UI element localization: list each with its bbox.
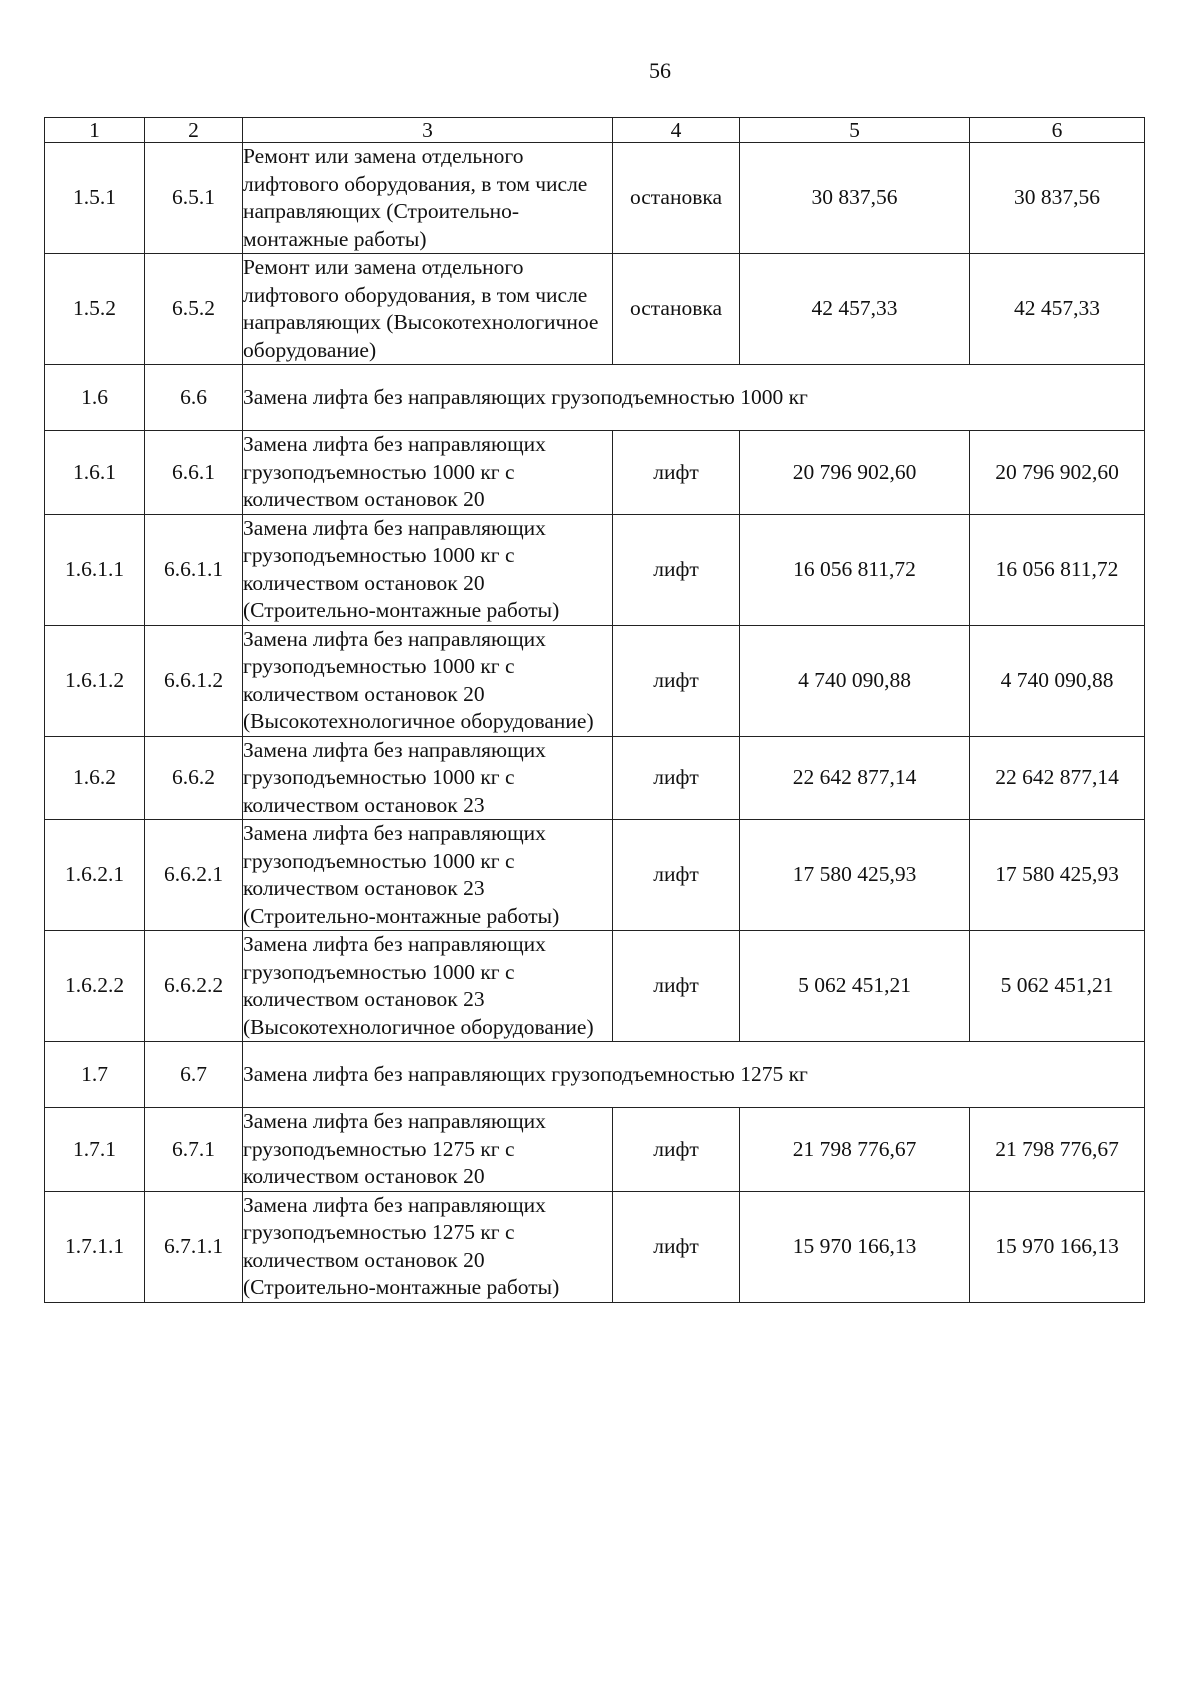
item-description: Ремонт или замена отдельного лифтового оборудования, в том числе направляющих (Строительно-монтажные работы): [243, 143, 613, 254]
ref-code: 6.7.1.1: [145, 1191, 243, 1302]
value-cell: 17 580 425,93: [970, 820, 1145, 931]
unit-cell: лифт: [613, 736, 740, 820]
item-description: Замена лифта без направляющих грузоподъемностью 1000 кг с количеством остановок 20 (Высокотехнологичное оборудование): [243, 625, 613, 736]
value-cell: 15 970 166,13: [740, 1191, 970, 1302]
table-row: [45, 736, 1145, 820]
value-cell: 42 457,33: [970, 254, 1145, 365]
item-code: 1.5.2: [45, 254, 145, 365]
item-description: Замена лифта без направляющих грузоподъемностью 1275 кг с количеством остановок 20: [243, 1108, 613, 1192]
value-cell: 17 580 425,93: [740, 820, 970, 931]
header-cell: 5: [740, 118, 970, 143]
table-row: [45, 514, 1145, 625]
item-code: 1.5.1: [45, 143, 145, 254]
value-cell: 16 056 811,72: [740, 514, 970, 625]
item-description: Замена лифта без направляющих грузоподъемностью 1275 кг с количеством остановок 20 (Строительно-монтажные работы): [243, 1191, 613, 1302]
unit-cell: лифт: [613, 1108, 740, 1192]
value-cell: 15 970 166,13: [970, 1191, 1145, 1302]
value-cell: 5 062 451,21: [740, 931, 970, 1042]
page-number: 56: [649, 58, 671, 83]
value-cell: 20 796 902,60: [740, 431, 970, 515]
item-description: Замена лифта без направляющих грузоподъемностью 1000 кг с количеством остановок 20 (Строительно-монтажные работы): [243, 514, 613, 625]
unit-cell: лифт: [613, 625, 740, 736]
unit-cell: лифт: [613, 1191, 740, 1302]
ref-code: 6.6.2.1: [145, 820, 243, 931]
value-cell: 22 642 877,14: [970, 736, 1145, 820]
section-row: [45, 1042, 1145, 1108]
value-cell: 5 062 451,21: [970, 931, 1145, 1042]
table-row: [45, 1191, 1145, 1302]
unit-cell: лифт: [613, 514, 740, 625]
value-cell: 22 642 877,14: [740, 736, 970, 820]
value-cell: 21 798 776,67: [970, 1108, 1145, 1192]
item-code: 1.7.1: [45, 1108, 145, 1192]
unit-cell: лифт: [613, 431, 740, 515]
section-code: 1.7: [45, 1042, 145, 1108]
section-row: [45, 365, 1145, 431]
item-description: Замена лифта без направляющих грузоподъемностью 1000 кг с количеством остановок 20: [243, 431, 613, 515]
table-row: [45, 143, 1145, 254]
unit-cell: лифт: [613, 931, 740, 1042]
ref-code: 6.6.2.2: [145, 931, 243, 1042]
unit-cell: остановка: [613, 254, 740, 365]
ref-code: 6.6.1: [145, 431, 243, 515]
header-cell: 2: [145, 118, 243, 143]
ref-code: 6.6.1.2: [145, 625, 243, 736]
section-code: 1.6: [45, 365, 145, 431]
header-cell: 1: [45, 118, 145, 143]
value-cell: 21 798 776,67: [740, 1108, 970, 1192]
table-row: [45, 431, 1145, 515]
item-code: 1.7.1.1: [45, 1191, 145, 1302]
value-cell: 30 837,56: [740, 143, 970, 254]
value-cell: 30 837,56: [970, 143, 1145, 254]
ref-code: 6.6.1.1: [145, 514, 243, 625]
item-description: Ремонт или замена отдельного лифтового оборудования, в том числе направляющих (Высокотехнологичное оборудование): [243, 254, 613, 365]
item-code: 1.6.1.2: [45, 625, 145, 736]
item-code: 1.6.2: [45, 736, 145, 820]
value-cell: 4 740 090,88: [970, 625, 1145, 736]
table-row: [45, 1108, 1145, 1192]
table-row: [45, 820, 1145, 931]
section-title: Замена лифта без направляющих грузоподъемностью 1000 кг: [243, 365, 1145, 431]
section-ref-code: 6.6: [145, 365, 243, 431]
ref-code: 6.6.2: [145, 736, 243, 820]
item-description: Замена лифта без направляющих грузоподъемностью 1000 кг с количеством остановок 23 (Строительно-монтажные работы): [243, 820, 613, 931]
value-cell: 42 457,33: [740, 254, 970, 365]
header-cell: 6: [970, 118, 1145, 143]
item-description: Замена лифта без направляющих грузоподъемностью 1000 кг с количеством остановок 23 (Высокотехнологичное оборудование): [243, 931, 613, 1042]
ref-code: 6.5.1: [145, 143, 243, 254]
item-description: Замена лифта без направляющих грузоподъемностью 1000 кг с количеством остановок 23: [243, 736, 613, 820]
section-ref-code: 6.7: [145, 1042, 243, 1108]
ref-code: 6.7.1: [145, 1108, 243, 1192]
table-row: [45, 625, 1145, 736]
pricing-table: [44, 117, 1145, 1303]
table-row: [45, 931, 1145, 1042]
table-row: [45, 254, 1145, 365]
header-cell: 4: [613, 118, 740, 143]
value-cell: 20 796 902,60: [970, 431, 1145, 515]
section-title: Замена лифта без направляющих грузоподъемностью 1275 кг: [243, 1042, 1145, 1108]
item-code: 1.6.1.1: [45, 514, 145, 625]
unit-cell: остановка: [613, 143, 740, 254]
item-code: 1.6.2.2: [45, 931, 145, 1042]
header-row: [45, 118, 1145, 143]
header-cell: 3: [243, 118, 613, 143]
unit-cell: лифт: [613, 820, 740, 931]
value-cell: 16 056 811,72: [970, 514, 1145, 625]
ref-code: 6.5.2: [145, 254, 243, 365]
item-code: 1.6.2.1: [45, 820, 145, 931]
item-code: 1.6.1: [45, 431, 145, 515]
value-cell: 4 740 090,88: [740, 625, 970, 736]
